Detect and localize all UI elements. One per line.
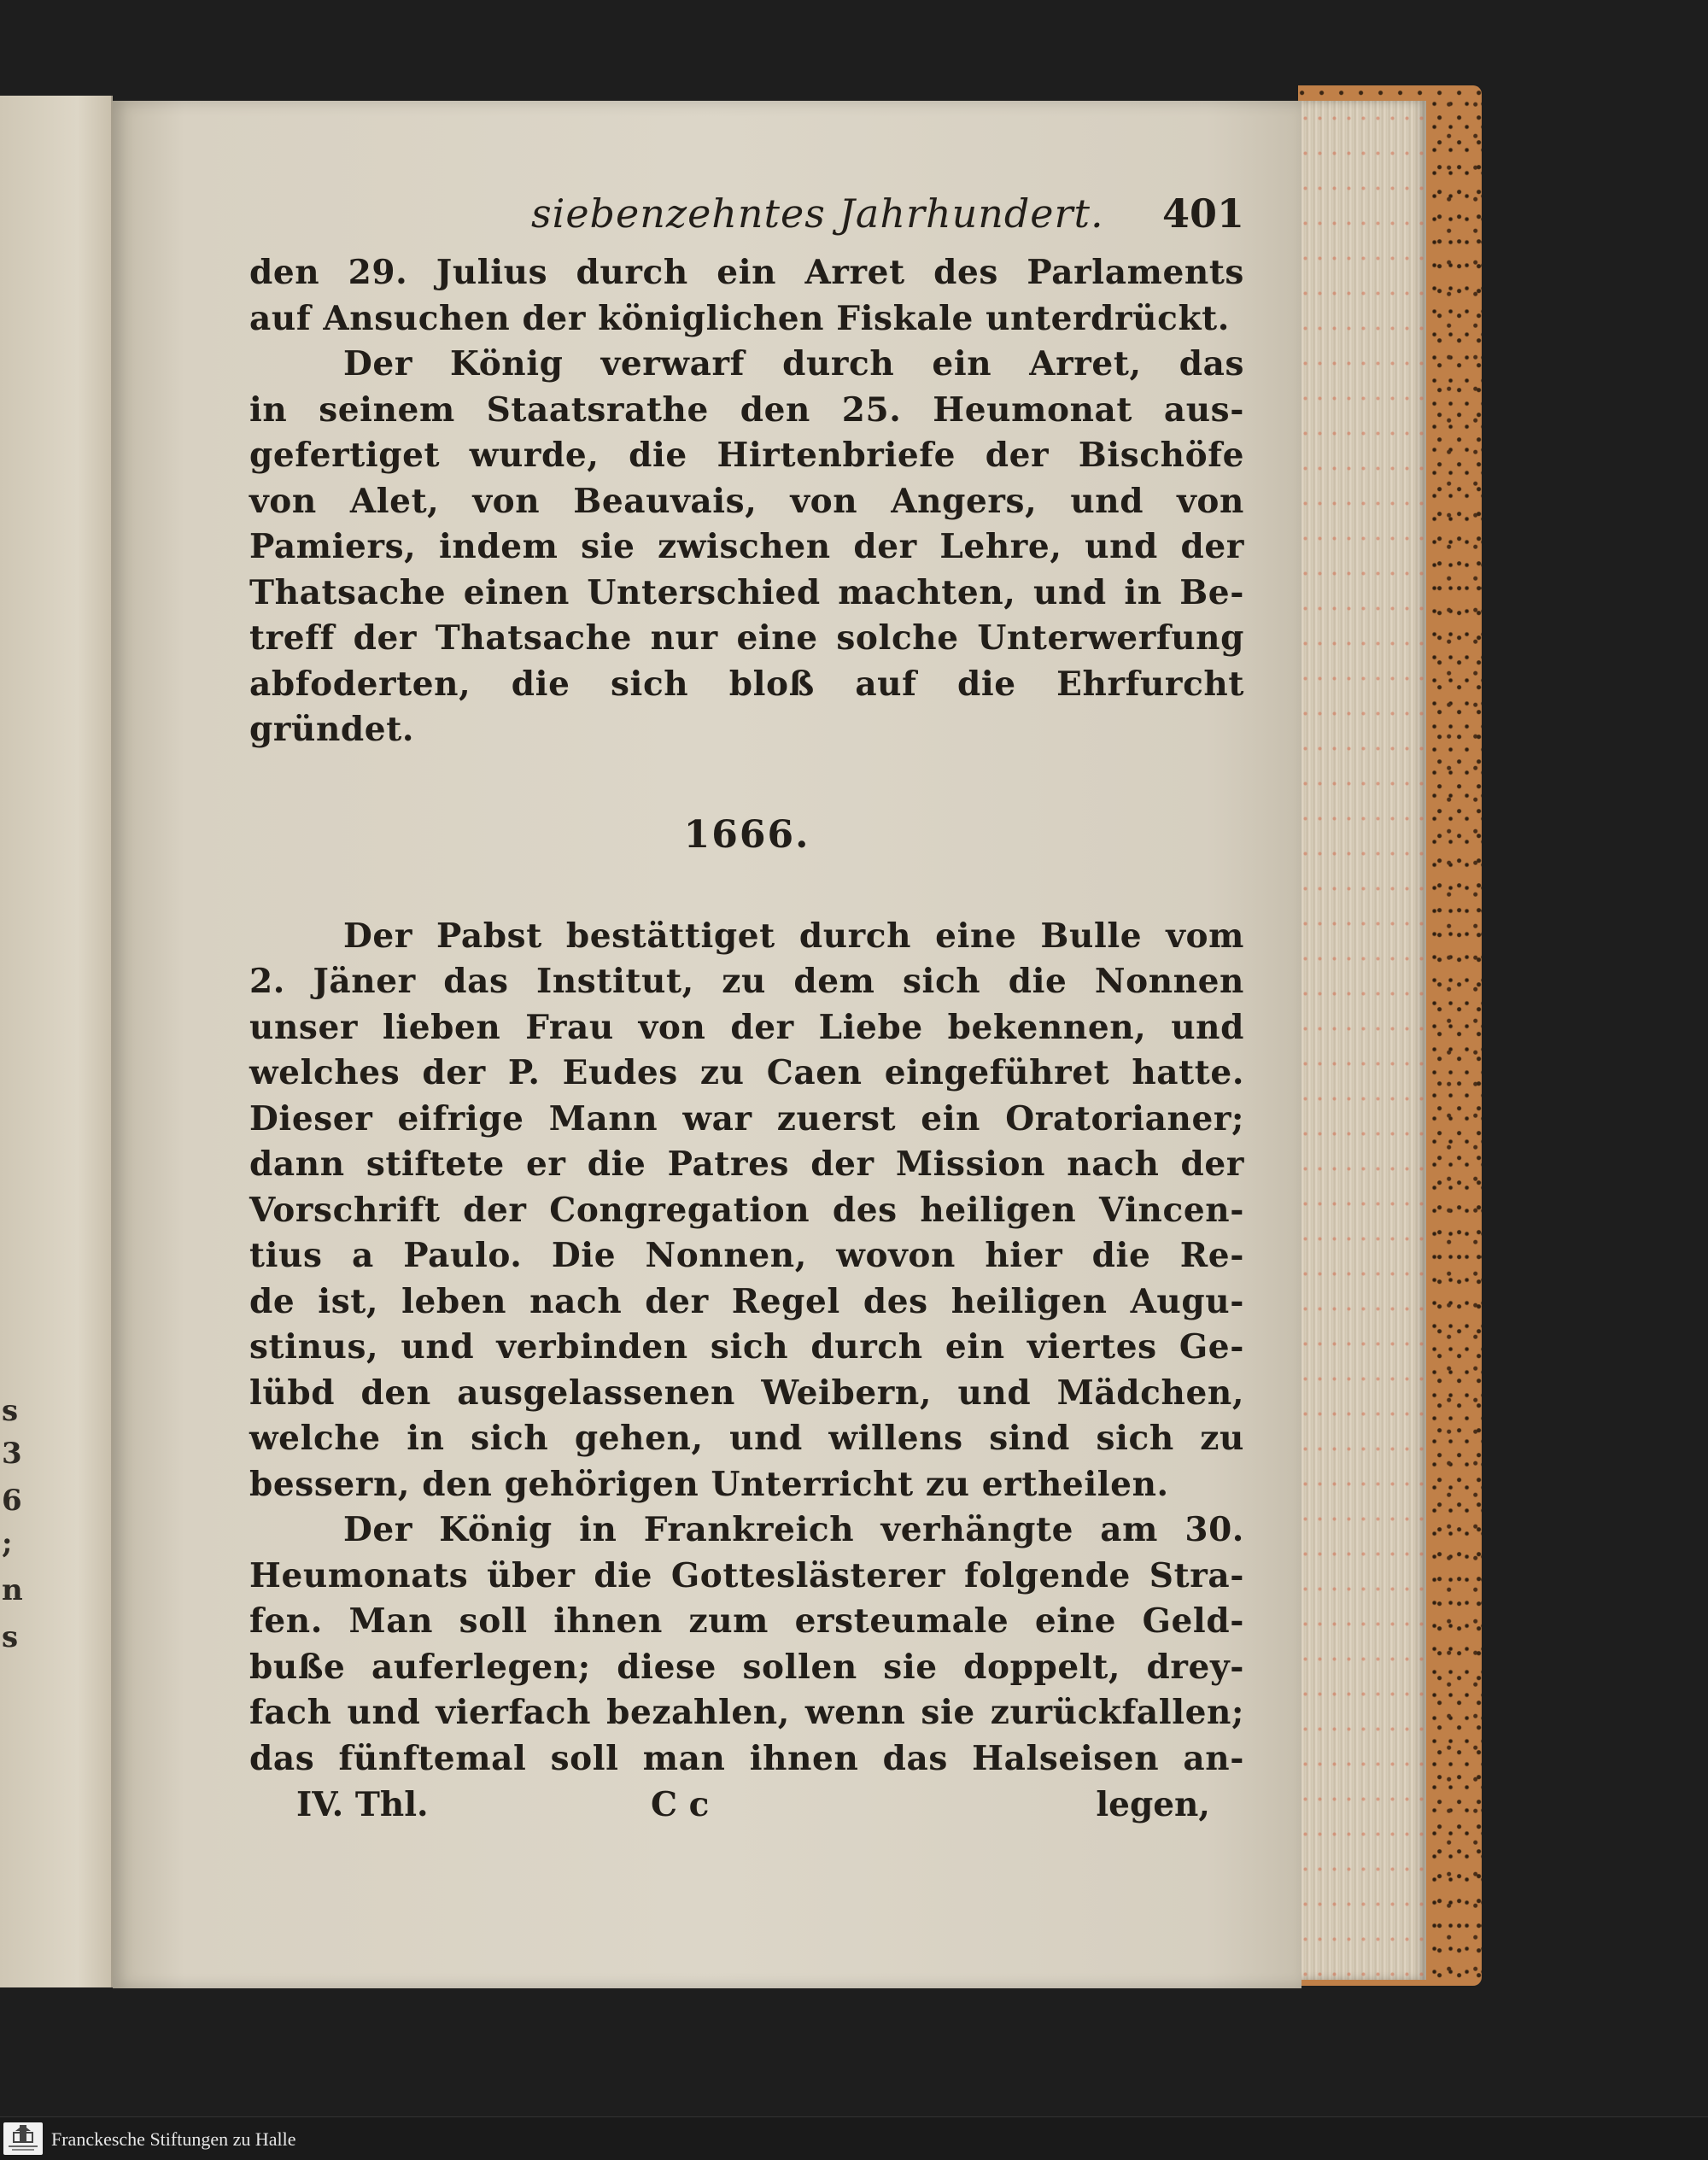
- text-line: Pamiers, indem sie zwischen der Lehre, und der: [249, 527, 1244, 566]
- text-line: in seinem Staatsrathe den 25. Heumonat aus-: [249, 389, 1244, 430]
- text-line: dann stiftete er die Patres der Mission nach der: [249, 1144, 1244, 1184]
- text-line: den 29. Julius durch ein Arret des Parlaments: [249, 253, 1244, 292]
- previous-page-edge: [0, 96, 113, 1987]
- sheet-signature-mark: C c: [651, 1785, 710, 1824]
- left-page-glyph: 3: [2, 1437, 22, 1471]
- text-line: Heumonats über die Gotteslästerer folgende Stra-: [249, 1555, 1244, 1595]
- text-line: unser lieben Frau von der Liebe bekennen, und: [249, 1007, 1244, 1047]
- text-line: Der König in Frankreich verhängte am 30.: [343, 1510, 1244, 1549]
- text-line: de ist, leben nach der Regel des heiligen Augu-: [249, 1281, 1244, 1321]
- paragraph-3: [249, 914, 1244, 1508]
- text-line: tius a Paulo. Die Nonnen, wovon hier die Re-: [249, 1236, 1244, 1275]
- text-line: welches der P. Eudes zu Caen eingeführet hatte.: [249, 1053, 1244, 1092]
- text-line: Thatsache einen Unterschied machten, und in Be-: [249, 572, 1244, 612]
- left-page-glyph: 6: [2, 1484, 22, 1518]
- text-line: Der Pabst bestättiget durch eine Bulle vom: [343, 916, 1244, 956]
- left-page-glyph: n: [2, 1573, 23, 1607]
- text-line: bessern, den gehörigen Unterricht zu ertheilen.: [249, 1464, 1169, 1504]
- text-line: fen. Man soll ihnen zum ersteumale eine Geld-: [249, 1601, 1244, 1641]
- catchword: legen,: [1096, 1785, 1210, 1824]
- running-head: [249, 190, 1244, 250]
- francke-foundation-logo-icon: [3, 2122, 43, 2155]
- text-line: buße auferlegen; diese sollen sie doppelt, drey-: [249, 1647, 1244, 1687]
- left-page-glyph: s: [2, 1620, 19, 1654]
- text-line: Dieser eifrige Mann war zuerst ein Oratorianer;: [249, 1098, 1244, 1139]
- paragraph-1: [249, 250, 1244, 342]
- page-number: 401: [1161, 190, 1244, 237]
- credit-bar: [0, 2116, 1708, 2160]
- text-line: abfoderten, die sich bloß auf die Ehrfurcht: [249, 664, 1244, 704]
- text-line: Der König verwarf durch ein Arret, das: [343, 344, 1244, 383]
- text-line: welche in sich gehen, und willens sind sich zu: [249, 1419, 1244, 1458]
- text-line: von Alet, von Beauvais, von Angers, und von: [249, 481, 1244, 521]
- page-footer: [249, 1785, 1244, 1836]
- volume-signature: IV. Thl.: [296, 1785, 429, 1824]
- text-line: gründet.: [249, 710, 415, 749]
- text-line: fach und vierfach bezahlen, wenn sie zurückfallen;: [249, 1693, 1244, 1732]
- book-page: [113, 101, 1301, 1988]
- text-line: stinus, und verbinden sich durch ein viertes Ge-: [249, 1327, 1244, 1367]
- credit-text: Franckesche Stiftungen zu Halle: [51, 2128, 296, 2150]
- paragraph-2: [249, 342, 1244, 753]
- left-page-glyph: s: [2, 1394, 19, 1428]
- year-heading: 1666.: [683, 812, 810, 857]
- text-line: lübd den ausgelassenen Weibern, und Mädchen,: [249, 1373, 1244, 1413]
- text-line: auf Ansuchen der königlichen Fiskale unterdrückt.: [249, 298, 1230, 338]
- page-block-edges: [1298, 101, 1426, 1980]
- text-line: gefertiget wurde, die Hirtenbriefe der Bischöfe: [249, 436, 1244, 475]
- paragraph-4: [249, 1507, 1244, 1782]
- text-line: das fünftemal soll man ihnen das Halseisen an-: [249, 1738, 1244, 1778]
- text-line: Vorschrift der Congregation des heiligen Vincen-: [249, 1190, 1244, 1230]
- page-text-block: [249, 190, 1244, 1836]
- text-line: treff der Thatsache nur eine solche Unterwerfung: [249, 618, 1244, 658]
- text-line: 2. Jäner das Institut, zu dem sich die Nonnen: [249, 962, 1244, 1001]
- running-title: siebenzehntes Jahrhundert.: [531, 190, 1104, 237]
- left-page-glyph: ;: [2, 1526, 13, 1560]
